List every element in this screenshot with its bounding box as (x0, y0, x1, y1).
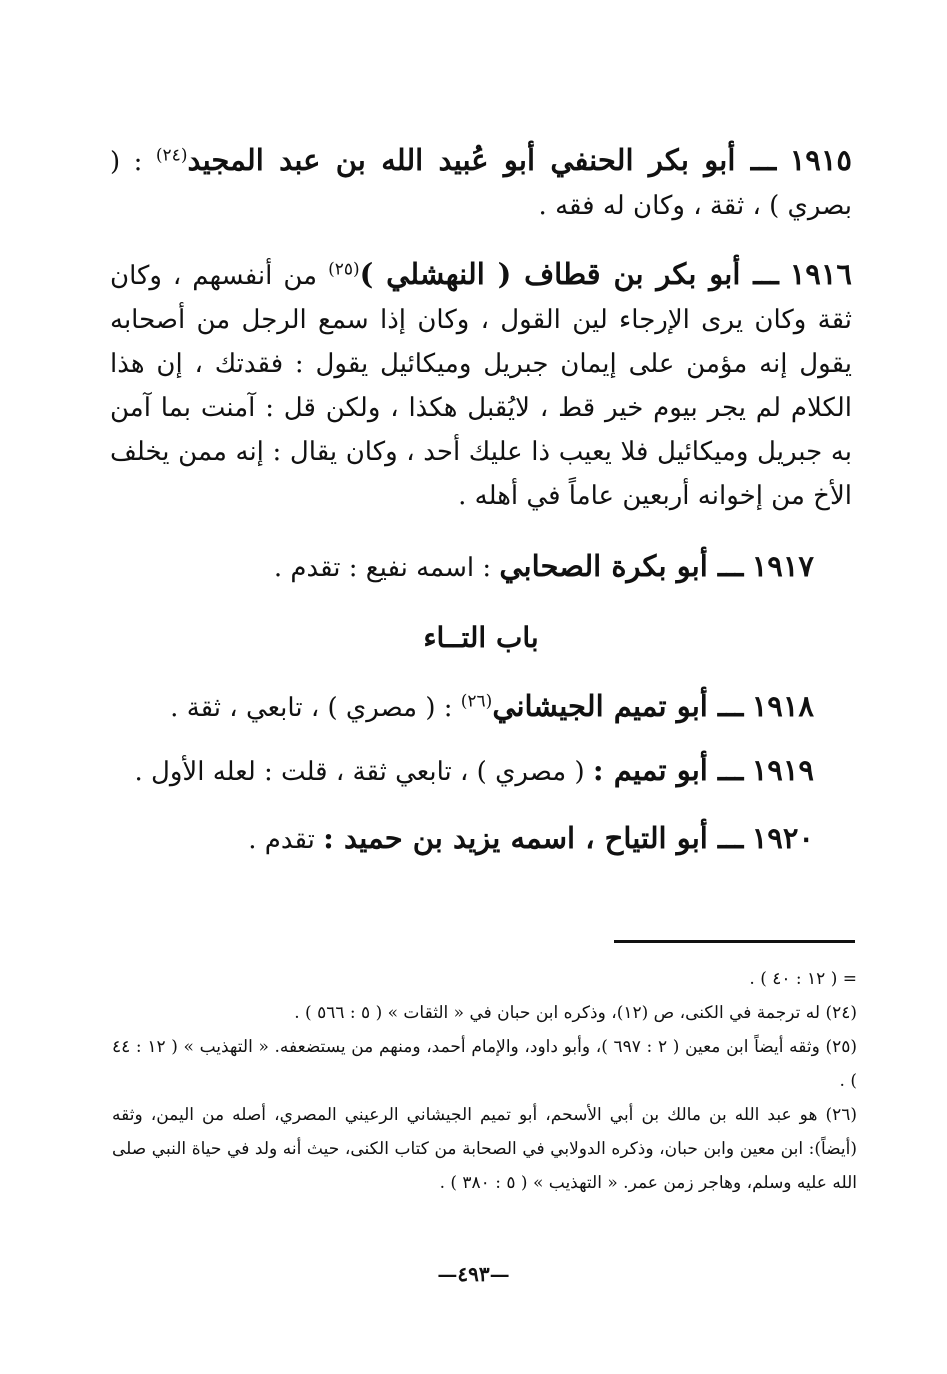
entry-text: : ( بصري ) ، ثقة ، وكان له فقه . (110, 147, 852, 221)
page-number: —٤٩٣— (437, 1262, 510, 1286)
entry-1917: ١٩١٧ ـــ أبو بكرة الصحابي : اسمه نفيع : تقدم . (273, 549, 814, 583)
entry-1919: ١٩١٩ ـــ أبو تميم : ( مصري ) ، تابعي ثقة ، قلت : لعله الأول . (134, 753, 814, 787)
chapter-heading: باب التــاء (423, 621, 539, 654)
entry-1916: ١٩١٦ ـــ أبو بكر بن قطاف ( النهشلي )$^{(٢٥)}$ من أنفسهم ، وكان ثقة وكان يرى الإرجاء لين القول ، وكان إذا سمع الرجل من أصحابه يقول إنه مؤمن على إيمان جبريل وميكائيل يقول : فقدتك ، إن هذا الكلام لم يجر بيوم خير قط ، لايُقبل هكذا ، ولكن قل : آمنت بما آمن به جبريل وميكائيل فلا يعيب ذا عليك أحد ، وكان يقال : إنه ممن يخلف الأخ من إخوانه أربعين عاماً في أهله . (110, 257, 853, 511)
footnote-24: (٢٤) له ترجمة في الكنى، ص (١٢)، وذكره ابن حبان في « الثقات » ( ٥ : ٥٦٦ ) . (294, 1003, 857, 1023)
entry-number: ١٩١٥ (789, 143, 853, 177)
entry-text: ( مصري ) ، تابعي ثقة ، قلت : لعله الأول . (134, 757, 585, 787)
entry-number: ١٩١٧ (751, 549, 814, 583)
entry-text: : اسمه نفيع : تقدم . (273, 553, 492, 583)
entry-number: ١٩١٨ (751, 689, 814, 723)
footnotes (112, 962, 857, 1200)
entry-text: تقدم . (248, 825, 315, 855)
footnote-ref: (٢٥) (328, 259, 360, 280)
entry-name: أبو التياح ، اسمه يزيد بن حميد : (323, 821, 708, 855)
entry-text: من أنفسهم ، وكان ثقة وكان يرى الإرجاء لين القول ، وكان إذا سمع الرجل من أصحابه يقول إنه مؤمن على إيمان جبريل وميكائيل يقول : فقدتك ، إن هذا الكلام لم يجر بيوم خير قط ، لايُقبل هكذا ، ولكن قل : آمنت بما آمن به جبريل وميكائيل فلا يعيب ذا عليك أحد ، وكان يقال : إنه ممن يخلف الأخ من إخوانه أربعين عاماً في أهله . (110, 261, 852, 511)
entry-number: ١٩١٦ (789, 257, 853, 291)
entry-1915: ١٩١٥ ـــ أبو بكر الحنفي أبو عُبيد الله بن عبد المجيد$^{(٢٤)}$ : ( بصري ) ، ثقة ، وكان له فقه . (110, 143, 853, 221)
footnote-separator (614, 940, 855, 943)
main-text (110, 138, 852, 862)
entry-1918: ١٩١٨ ـــ أبو تميم الجيشاني$^{(٢٦)}$ : ( مصري ) ، تابعي ، ثقة . (170, 689, 814, 723)
footnote-ref: (٢٦) (460, 691, 493, 712)
footnote-25: (٢٥) وثقه أيضاً ابن معين ( ٢ : ٦٩٧ )، وأبو داود، والإمام أحمد، ومنهم من يستضعفه. « التهذيب » ( ١٢ : ٤٤ ) . (112, 1037, 857, 1091)
entry-name: أبو بكر بن قطاف ( النهشلي ) (359, 257, 741, 291)
entry-text: : ( مصري ) ، تابعي ، ثقة . (170, 693, 453, 723)
entry-number: ١٩١٩ (751, 753, 814, 787)
entry-number: ١٩٢٠ (751, 821, 814, 855)
entry-name: أبو تميم الجيشاني (492, 689, 708, 723)
footnote-ref: (٢٤) (155, 145, 188, 166)
entry-name: أبو تميم : (592, 753, 708, 787)
entry-name: أبو بكرة الصحابي (499, 549, 708, 583)
footnote-26: (٢٦) هو عبد الله بن مالك بن أبي الأسحم، أبو تميم الجيشاني الرعيني المصري، أصله من اليمن، وثقه (أيضاً): ابن معين وابن حبان، وذكره الدولابي في الصحابة من كتاب الكنى، حيث أنه ولد في حياة النبي صلى الله عليه وسلم، وهاجر زمن عمر. « التهذيب » ( ٥ : ٣٨٠ ) . (112, 1105, 857, 1193)
entry-name: أبو بكر الحنفي أبو عُبيد الله بن عبد المجيد (187, 143, 736, 177)
entry-1920: ١٩٢٠ ـــ أبو التياح ، اسمه يزيد بن حميد : تقدم . (248, 821, 814, 855)
footnote-continuation: = ( ١٢ : ٤٠ ) . (749, 969, 857, 989)
